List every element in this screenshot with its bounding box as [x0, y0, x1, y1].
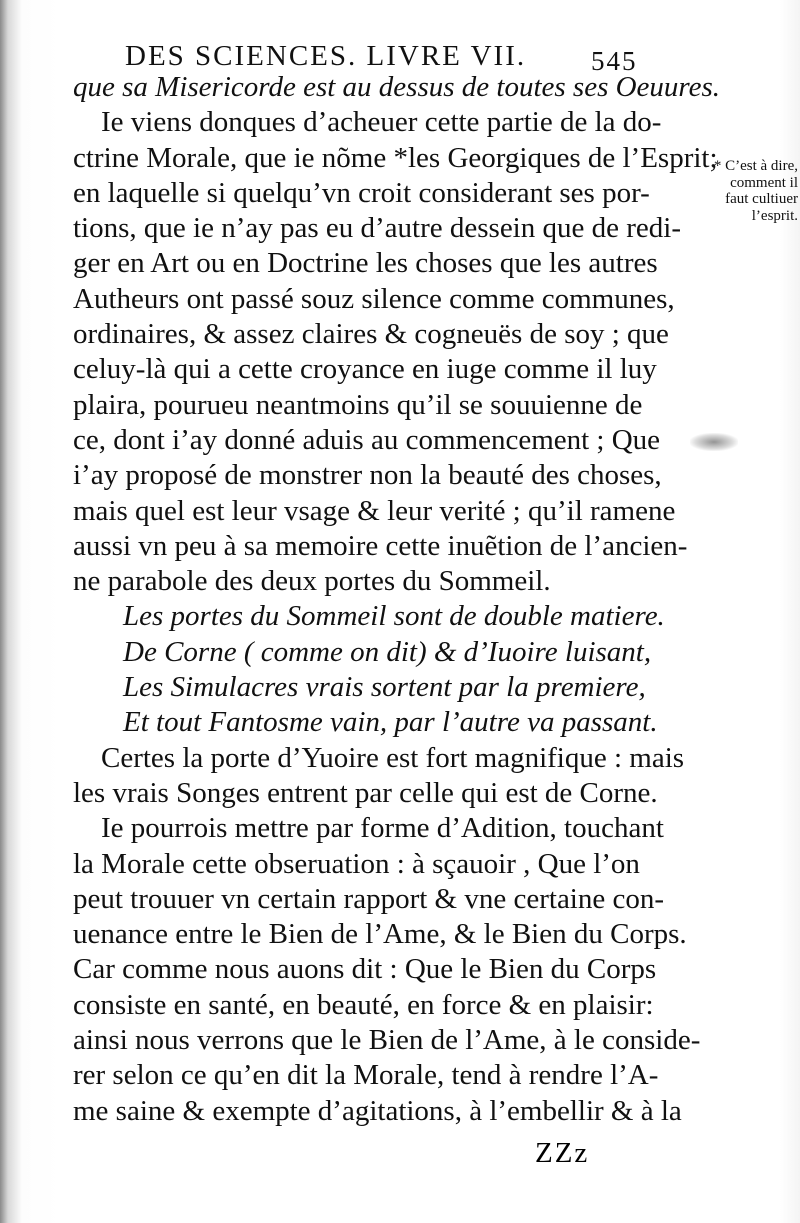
text-line: ce, dont i’ay donné aduis au commencement ; Que — [73, 423, 661, 456]
ink-smudge — [690, 433, 738, 451]
text-line: mais quel est leur vsage & leur verité ; qu’il ramene — [73, 494, 676, 527]
margin-note-line: faut cultiuer — [725, 191, 798, 207]
text-line: peut trouuer vn certain rapport & vne certaine con- — [73, 882, 665, 915]
verse-line: De Corne ( comme on dit) & d’Iuoire luisant, — [123, 635, 652, 668]
running-head: DES SCIENCES. LIVRE VII. — [125, 40, 527, 72]
text-line: i’ay proposé de monstrer non la beauté des choses, — [73, 459, 662, 492]
text-line: aussi vn peu à sa memoire cette inuẽtion de l’ancien- — [73, 529, 688, 562]
text-line: en laquelle si quelqu’vn croit considerant ses por- — [73, 176, 650, 209]
text-line: Ie viens donques d’acheuer cette partie de la do- — [101, 106, 662, 139]
text-line: la Morale cette obseruation : à sçauoir , Que l’on — [73, 847, 640, 880]
text-line: ne parabole des deux portes du Sommeil. — [73, 565, 551, 598]
text-line: rer selon ce qu’en dit la Morale, tend à rendre l’A- — [73, 1059, 659, 1092]
verse-line: Les portes du Sommeil sont de double matiere. — [123, 600, 665, 633]
text-line: Certes la porte d’Yuoire est fort magnifique : mais — [101, 741, 685, 774]
text-line: uenance entre le Bien de l’Ame, & le Bien du Corps. — [73, 918, 687, 951]
margin-note — [663, 158, 798, 224]
text-line: ger en Art ou en Doctrine les choses que les autres — [73, 247, 658, 280]
text-line: Car comme nous auons dit : Que le Bien du Corps — [73, 953, 657, 986]
body-text — [73, 70, 721, 1129]
text-line: plaira, pourueu neantmoins qu’il se souuienne de — [73, 388, 643, 421]
text-line: ainsi nous verrons que le Bien de l’Ame, à le conside- — [73, 1024, 701, 1057]
text-line: que sa Misericorde est au dessus de toutes ses Oeuures. — [73, 71, 721, 103]
text-line: tions, que ie n’ay pas eu d’autre dessein que de redi- — [73, 212, 681, 245]
margin-note-line: * C’est à dire, — [713, 158, 798, 174]
verse-line: Et tout Fantosme vain, par l’autre va passant. — [123, 706, 658, 739]
text-line: ctrine Morale, que ie nõme *les Georgiques de l’Esprit; — [73, 141, 718, 174]
text-line: Autheurs ont passé souz silence comme communes, — [73, 282, 675, 315]
margin-note-line: comment il — [730, 174, 798, 191]
catchword: ZZz — [535, 1137, 590, 1169]
margin-note-line: l’esprit. — [751, 207, 798, 224]
text-line: celuy-là qui a cette croyance en iuge comme il luy — [73, 353, 657, 386]
text-line: ordinaires, & assez claires & cogneuës de soy ; que — [73, 318, 669, 351]
text-line: consiste en santé, en beauté, en force & en plaisir: — [73, 988, 654, 1021]
text-line: me saine & exempte d’agitations, à l’embellir & à la — [73, 1094, 682, 1127]
verse-line: Les Simulacres vrais sortent par la premiere, — [123, 671, 646, 704]
page-number: 545 — [591, 46, 638, 76]
text-line: Ie pourrois mettre par forme d’Adition, touchant — [101, 812, 664, 845]
text-line: les vrais Songes entrent par celle qui est de Corne. — [73, 776, 658, 809]
